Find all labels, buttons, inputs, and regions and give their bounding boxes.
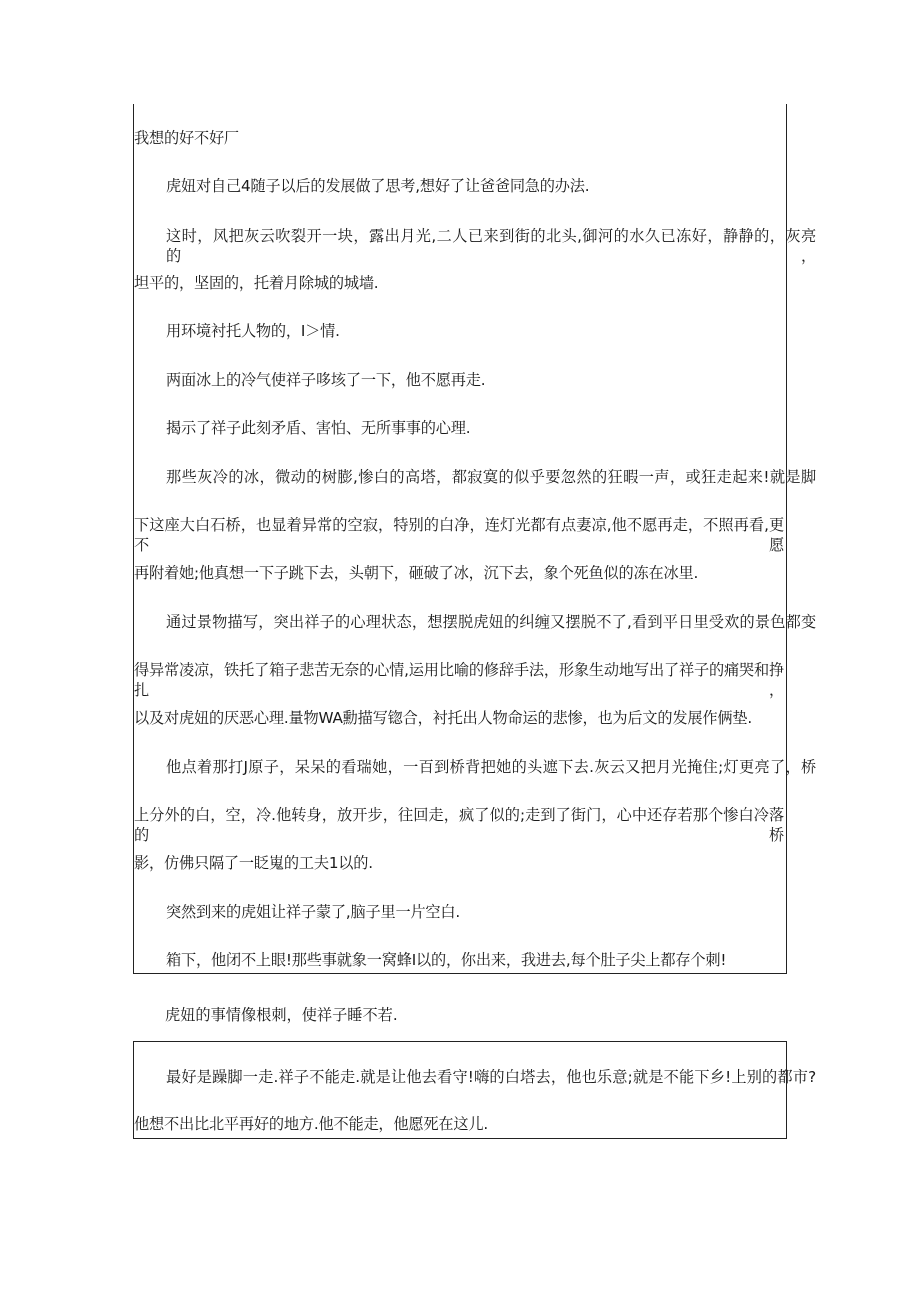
text-line: 他点着那打J原子，呆呆的看瑞她，一百到桥背把她的头遮下去.灰云又把月光掩住;灯更亮了，桥 xyxy=(166,758,816,776)
text-table-box-2 xyxy=(133,1041,816,1139)
text-line: 用环境衬托人物的，I＞情. xyxy=(166,322,340,340)
text-line: 两面冰上的冷气使祥子哆垓了一下，他不愿再走. xyxy=(166,371,486,389)
text-line: 下这座大白石桥，也显着异常的空寂，特别的白净，连灯光都有点妻凉,他不愿再走，不照再看,更不愿 xyxy=(134,516,784,554)
text-line: 再附着她;他真想一下子跳下去，头朝下，砸破了冰，沉下去，象个死鱼似的冻在冰里. xyxy=(134,564,699,582)
text-line: 坦平的，坚固的，托着月除城的城墙. xyxy=(134,274,379,292)
text-line: 以及对虎妞的厌恶心理.量物WA勳描写锪合，衬托出人物命运的悲惨，也为后文的发展作俩垫. xyxy=(134,709,752,727)
standalone-paragraph: 虎妞的事情像根刺，使祥子睡不若. xyxy=(165,1006,398,1024)
text-line: 上分外的白，空，冷.他转身，放开步，往回走，疯了似的;走到了街门，心中还存若那个惨白冷落的桥 xyxy=(134,806,784,844)
text-line: 虎妞对自己4随子以后的发展做了思考,想好了让爸爸同急的办法. xyxy=(166,177,590,195)
text-line: 揭示了祥子此刻矛盾、害怕、无所事事的心理. xyxy=(166,419,471,437)
text-line: 那些灰冷的冰，微动的树膨,惨白的高塔，都寂寞的似乎要忽然的狂暇一声，或狂走起来!就是脚 xyxy=(166,468,816,486)
text-table-box-1 xyxy=(133,104,816,974)
text-line: 我想的好不好厂 xyxy=(134,129,239,147)
text-line: 突然到来的虎姐让祥子蒙了,脑子里一片空白. xyxy=(166,903,461,921)
text-line: 他想不出比北平再好的地方.他不能走，他愿死在这儿. xyxy=(134,1115,488,1133)
text-line: 箱下，他闭不上眼!那些事就象一窝蜂I以的，你出来，我进去,每个肚子尖上都存个刺! xyxy=(166,951,727,969)
text-line: 得异常凌凉，铁托了箱子悲苦无奈的心情,运用比喻的修辞手法，形象生动地写出了祥子的痛哭和挣扎， xyxy=(134,661,784,699)
text-line: 影，仿佛只隔了一眨嵬的工夫1以的. xyxy=(134,854,373,872)
text-line: 这时，风把灰云吹裂开一块，露出月光,二人已来到街的北头,御河的水久已冻好，静静的，灰亮的， xyxy=(166,227,816,265)
text-line: 通过景物描写，突出祥子的心理状态，想摆脱虎妞的纠缠又摆脱不了,看到平日里受欢的景色都变 xyxy=(166,613,816,631)
text-line: 最好是躁脚一走.祥子不能走.就是让他去看守!嗨的白塔去，他也乐意;就是不能下乡!上别的都市? xyxy=(166,1068,816,1086)
